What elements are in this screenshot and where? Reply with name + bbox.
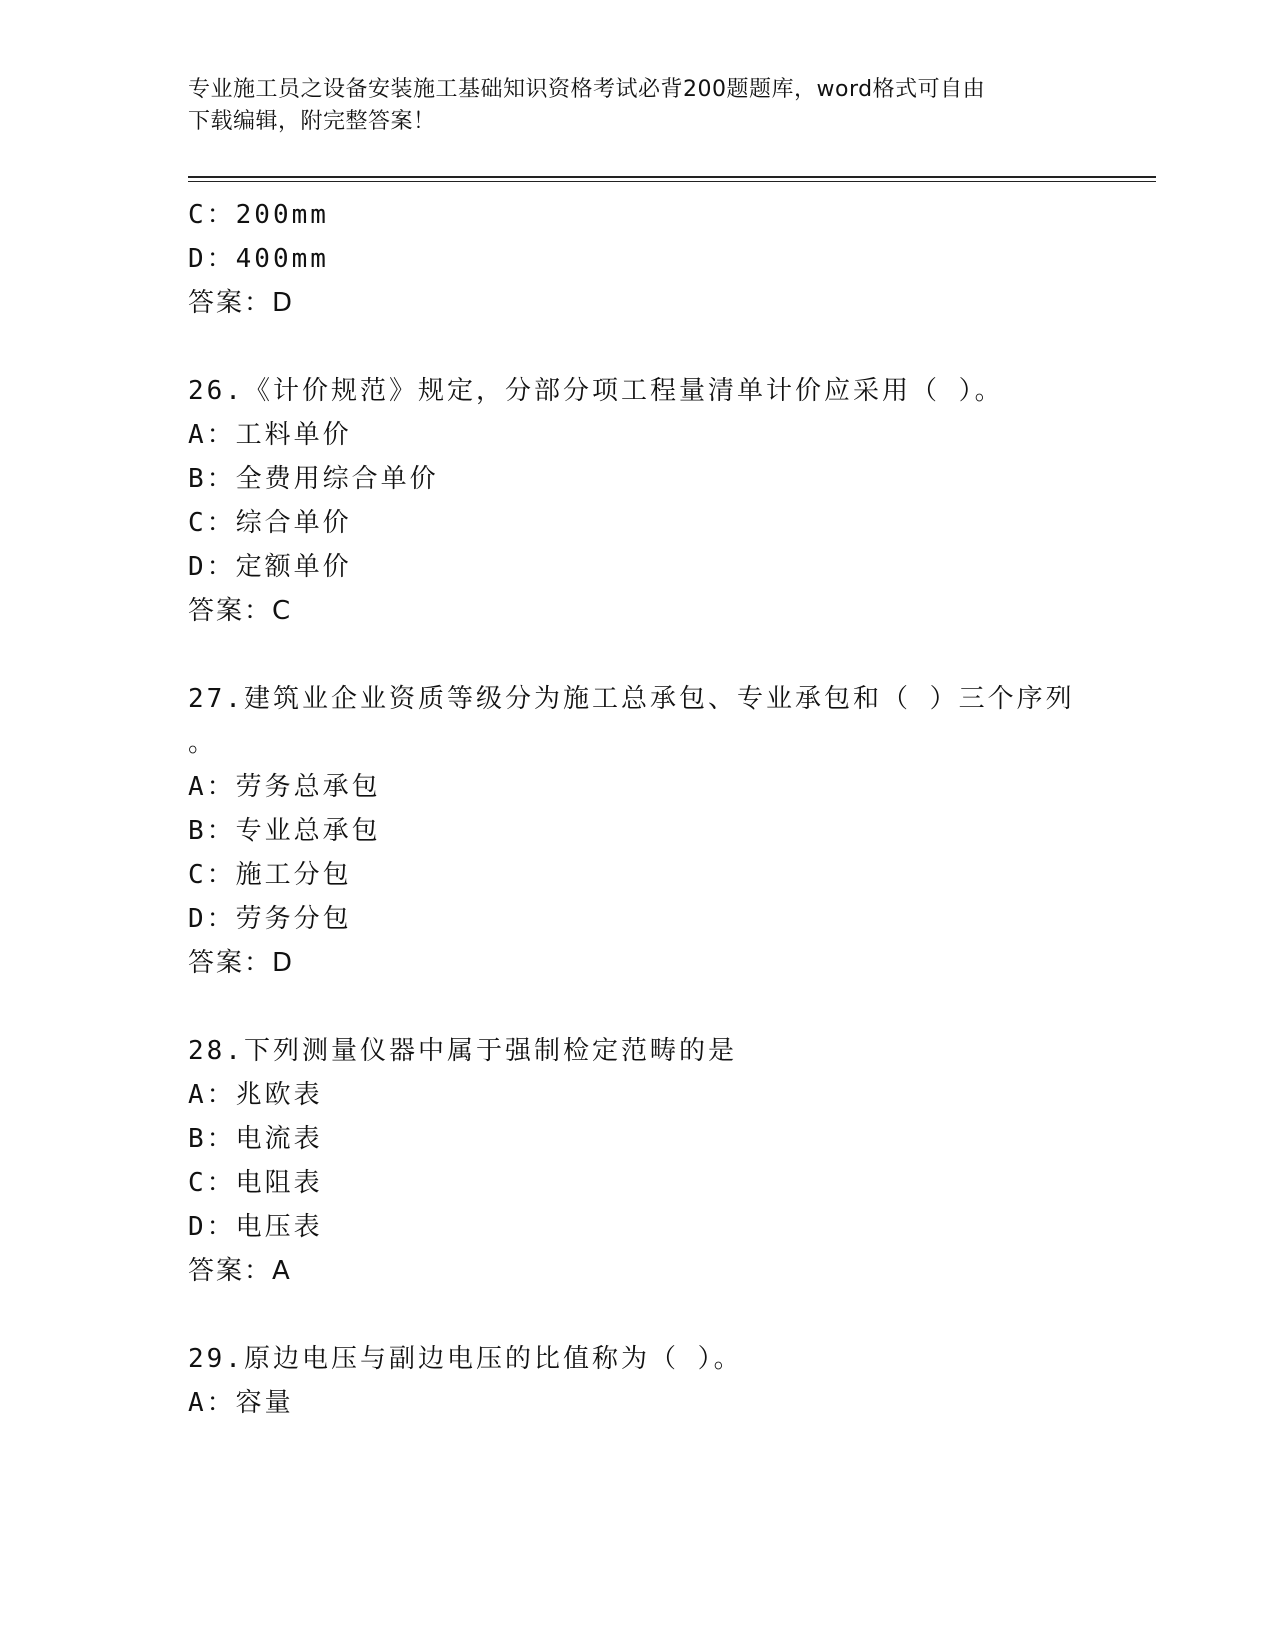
q27-option-a: A：劳务总承包 bbox=[188, 772, 381, 802]
q27-answer: 答案：D bbox=[188, 948, 295, 978]
q27-option-d: D：劳务分包 bbox=[188, 904, 352, 934]
q25-option-c: C：200mm bbox=[188, 200, 329, 230]
q29-question: 29.原边电压与副边电压的比值称为（ ）。 bbox=[188, 1344, 743, 1374]
q28-option-d: D：电压表 bbox=[188, 1212, 323, 1242]
q26-option-d: D：定额单价 bbox=[188, 552, 352, 582]
q28-answer: 答案：A bbox=[188, 1256, 292, 1286]
q28-option-c: C：电阻表 bbox=[188, 1168, 323, 1198]
q25-answer: 答案：D bbox=[188, 288, 295, 318]
q26-option-a: A：工料单价 bbox=[188, 420, 352, 450]
document-header bbox=[188, 74, 1088, 138]
q27-question-continuation: 。 bbox=[188, 728, 218, 758]
q27-option-b: B：专业总承包 bbox=[188, 816, 381, 846]
q26-option-c: C：综合单价 bbox=[188, 508, 352, 538]
q28-option-b: B：电流表 bbox=[188, 1124, 323, 1154]
header-line-1: 专业施工员之设备安装施工基础知识资格考试必背200题题库，word格式可自由 bbox=[188, 77, 986, 102]
q28-option-a: A：兆欧表 bbox=[188, 1080, 323, 1110]
q27-question: 27.建筑业企业资质等级分为施工总承包、专业承包和（ ）三个序列 bbox=[188, 684, 1075, 714]
q28-question: 28.下列测量仪器中属于强制检定范畴的是 bbox=[188, 1036, 737, 1066]
q26-option-b: B：全费用综合单价 bbox=[188, 464, 439, 494]
header-divider-thin bbox=[188, 181, 1156, 182]
q25-option-d: D：400mm bbox=[188, 244, 329, 274]
q26-question: 26.《计价规范》规定，分部分项工程量清单计价应采用（ ）。 bbox=[188, 376, 1004, 406]
q26-answer: 答案：C bbox=[188, 596, 293, 626]
header-line-2: 下载编辑，附完整答案！ bbox=[188, 109, 436, 134]
q27-option-c: C：施工分包 bbox=[188, 860, 352, 890]
q29-option-a: A：容量 bbox=[188, 1388, 294, 1418]
header-divider-thick bbox=[188, 176, 1156, 178]
